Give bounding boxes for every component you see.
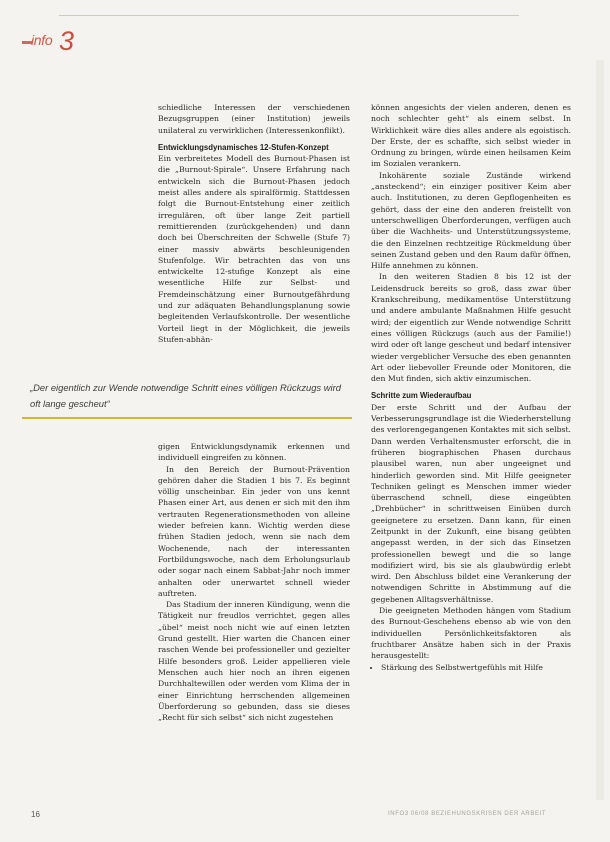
pull-quote (22, 372, 350, 418)
paragraph: In den Bereich der Burnout-Prävention gehören daher die Stadien 1 bis 7. Es beginnt völlig unscheinbar. Ein jeder von uns kennt Phasen einer Art, aus denen er sich mit den ihm vertrauten Regenerationsmethoden von alleine wieder befreien kann. Wichtig werden diese frühen Stadien jedoch, wenn sie nach dem Wochenende, nach der interessanten Fortbildungswoche, nach dem Erholungsurlaub oder sogar nach einem Sabbat-Jahr noch immer anhalten oder unerwartet schnell wieder auftreten. (158, 464, 350, 598)
bullet-list (371, 662, 571, 673)
paragraph: können angesichts der vielen anderen, denen es noch schlechter geht“ als einem selbst. In Wirklichkeit wäre dies alles andere als egoistisch. Der Erste, der es schaffte, sich selbst wieder in Ordnung zu bringen, würde einen heilsamen Keim im Sozialen verankern. (371, 103, 571, 169)
logo-number: 3 (59, 26, 75, 56)
right-column (371, 102, 571, 673)
paragraph: Das Stadium der inneren Kündigung, wenn die Tätigkeit nur freudlos verrichtet, gegen alles „übel“ meist noch nicht wie auf einen letzten Grund gestellt. Hier warten die Chancen einer raschen Wende bei professioneller und gezielter Hilfe besonders groß. Leider appellieren viele Menschen auch hier noch an ihren eigenen Durchhaltewillen oder werden vom Klima der in einer Einrichtung herrschenden allgemeinen Überforderung so gebunden, dass sie dieses „Recht für sich selbst“ sich nicht zugestehen (158, 600, 350, 723)
section-heading: Schritte zum Wiederaufbau (371, 391, 472, 401)
paragraph: schiedliche Interessen der verschiedenen Bezugsgruppen (einer Institution) jeweils unilateral zu verwirklichen (Interessenkonflikt). (158, 103, 350, 135)
paragraph: In den weiteren Stadien 8 bis 12 ist der Leidensdruck bereits so groß, dass zwar über Krankschreibung, medikamentöse Unterstützung und andere ambulante Maßnahmen Hilfe gesucht wird; der eigentlich zur Wende notwendige Schritt eines völligen Rückzugs (auch aus der Familie!) wird oder oft lange gescheut und bedarf intensiver wieder vergeblicher Versuche des eben genannten Art oder liebevoller Freunde oder Monitoren, die den Mut finden, sich aktiv einzumischen. (371, 272, 571, 384)
pull-quote-text: „Der eigentlich zur Wende notwendige Schritt eines völligen Rückzugs wird oft lange gescheut“ (30, 382, 341, 409)
paragraph: Der erste Schritt und der Aufbau der Verbesserungsgrundlage ist die Wiederherstellung des verlorengegangenen Kontaktes mit sich selbst. Dann werden Verhaltensmuster erforscht, die in früheren biographischen Phasen durchaus plausibel waren, nun aber ungeeignet und hinderlich geworden sind. Mit Hilfe geeigneter Techniken gelingt es Menschen immer wieder überraschend schnell, diese eingeübten „Drehbücher“ in schrittweisen Einüben durch geeignetere zu ersetzen. Dann kann, für einen Zeitpunkt in der Zukunft, eine bisang geübten angepasst werden, in der sich das Einsetzen professionellen bewegt und die so lange modifiziert wird, bis sie als glaubwürdig erlebt wird. Den Abschluss bildet eine Verankerung der notwendigen Schritte in Abstimmung auf die gegebenen Alltagsverhältnisse. (371, 402, 571, 604)
logo-word: info (31, 32, 53, 48)
paragraph: Die geeigneten Methoden hängen vom Stadium des Burnout-Geschehens ebenso ab wie von den individuellen Persönlichkeitsfaktoren als fruchtbarer Ansätze haben sich in der Praxis herausgestellt: (371, 606, 571, 661)
page-number: 16 (31, 810, 40, 819)
pull-quote-rule (22, 417, 352, 419)
section-heading: Entwicklungsdynamisches 12-Stufen-Konzept (158, 142, 329, 152)
left-column-bottom (158, 441, 350, 723)
paragraph: gigen Entwicklungsdynamik erkennen und individuell eingreifen zu können. (158, 442, 350, 463)
list-item: • Stärkung des Selbstwertgefühls mit Hilfe (381, 662, 571, 673)
publication-footer: INFO3 06/08 BEZIEHUNGSKRISEN DER ARBEIT (388, 811, 547, 817)
paragraph: Inkohärente soziale Zustände wirkend „ansteckend“; ein einziger positiver Keim aber auch. Institutionen, zu deren Gepflogenheiten es gehört, dass der eine den anderen freistellt von unterschwelligen Überforderungen, verfügen auch über die Wachheits- und Unterstützungssysteme, die den Einzelnen rechtzeitige Rückmeldung über seinen Zustand geben und den Raum dafür öffnen, Hilfe annehmen zu können. (371, 170, 571, 271)
page-edge-shade (596, 60, 604, 800)
paragraph: Ein verbreitetes Modell des Burnout-Phasen ist die „Burnout-Spirale“. Unsere Erfahrung nach entwickeln sich die Burnout-Phasen jedoch meist alles andere als spiralförmig. Stattdessen folgt die Burnout-Entstehung einer zeitlich irregulären, oft über lange Zeit partiell remittierenden (zurückgehenden) und dann doch bei Überschreiten der Schwelle (Stufe 7) einer massiv abwärts beschleunigenden Stufenfolge. Wir betrachten das von uns entwickelte 12-stufige Konzept als eine wesentliche Hilfe zur Selbst- und Fremdeinschätzung einer Burnoutgefährdung und zur adäquaten Behandlungsplanung sowie begleitenden Verlaufskontrolle. Der wesentliche Vorteil liegt in der Möglichkeit, die jeweils Stufen-abhän- (158, 154, 350, 344)
left-column-top (158, 102, 350, 345)
header-rule (59, 15, 519, 16)
